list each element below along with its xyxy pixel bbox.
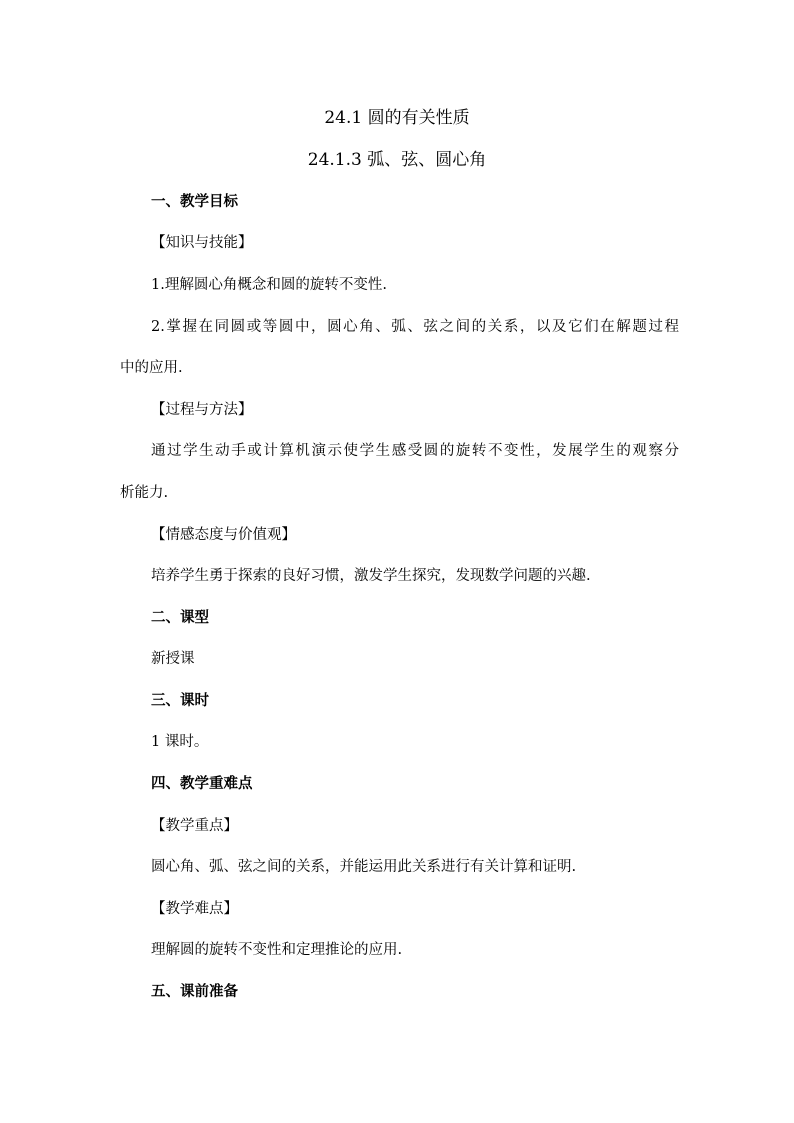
section-heading-objectives: 一、教学目标 <box>151 193 238 210</box>
process-method-label: 【过程与方法】 <box>151 402 253 418</box>
document-subtitle: 24.1.3 弧、弦、圆心角 <box>307 150 487 170</box>
key-points-text: 圆心角、弧、弦之间的关系，并能运用此关系进行有关计算和证明. <box>151 859 577 875</box>
lesson-type-text: 新授课 <box>151 651 195 667</box>
difficult-points-text: 理解圆的旋转不变性和定理推论的应用. <box>151 942 403 958</box>
knowledge-skills-label: 【知识与技能】 <box>151 235 253 251</box>
class-hours-text: 1 课时。 <box>151 734 209 750</box>
key-points-label: 【教学重点】 <box>151 818 238 834</box>
difficult-points-label: 【教学难点】 <box>151 901 238 917</box>
knowledge-item-2: 2.掌握在同圆或等圆中，圆心角、弧、弦之间的关系，以及它们在解题过程 <box>151 319 679 335</box>
knowledge-item-1: 1.理解圆心角概念和圆的旋转不变性. <box>151 277 387 293</box>
process-method-text: 通过学生动手或计算机演示使学生感受圆的旋转不变性，发展学生的观察分 <box>151 443 679 459</box>
knowledge-item-2-continued: 中的应用. <box>120 360 183 376</box>
section-heading-class-hours: 三、课时 <box>151 692 209 709</box>
document-title: 24.1 圆的有关性质 <box>324 108 470 128</box>
section-heading-key-difficult-points: 四、教学重难点 <box>151 775 253 792</box>
section-heading-lesson-type: 二、课型 <box>151 609 209 626</box>
process-method-text-continued: 析能力. <box>120 485 169 501</box>
emotion-values-label: 【情感态度与价值观】 <box>151 527 296 543</box>
section-heading-preparation: 五、课前准备 <box>151 983 238 1000</box>
emotion-values-text: 培养学生勇于探索的良好习惯，激发学生探究，发现数学问题的兴趣. <box>151 568 591 584</box>
